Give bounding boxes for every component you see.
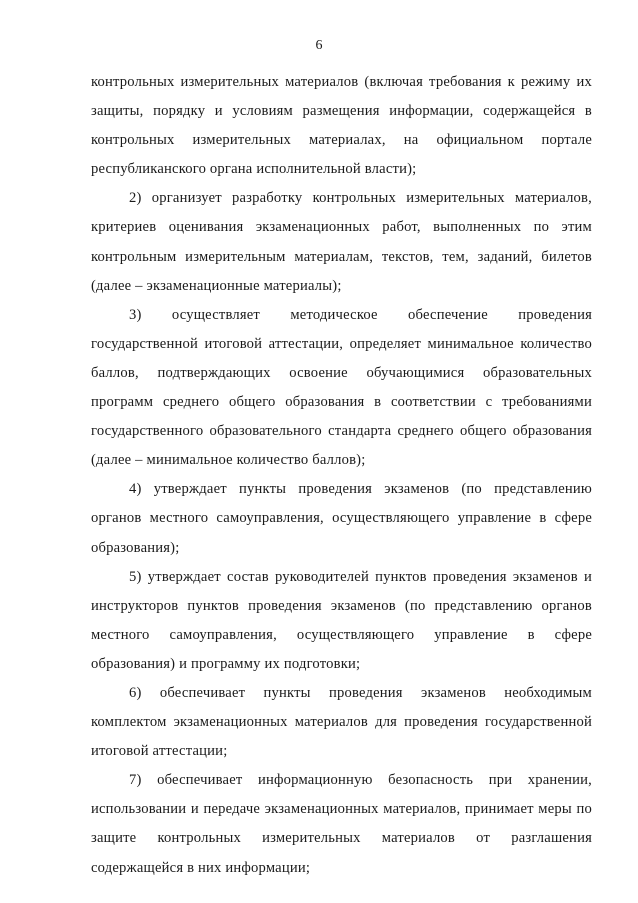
paragraph-continuation: контрольных измерительных материалов (включая требования к режиму их защиты, порядку и условиям размещения информации, содержащейся в контрольных измерительных материалах, на официальном портале республиканского органа исполнительной власти); bbox=[91, 74, 592, 178]
paragraph-item-3: 3) осуществляет методическое обеспечение проведения государственной итоговой аттестации, определяет минимальное количество баллов, подтверждающих освоение обучающимися образовательных программ среднего общего образования в соответствии с требованиями государственного образовательного стандарта среднего общего образования (далее – минимальное количество баллов); bbox=[91, 306, 592, 469]
document-body bbox=[91, 68, 592, 883]
paragraph-item-7: 7) обеспечивает информационную безопасность при хранении, использовании и передаче экзаменационных материалов, принимает меры по защите контрольных измерительных материалов от разглашения содержащейся в них информации; bbox=[91, 772, 592, 876]
paragraph-item-4: 4) утверждает пункты проведения экзаменов (по представлению органов местного самоуправления, осуществляющего управление в сфере образования); bbox=[91, 481, 592, 556]
paragraph-item-6: 6) обеспечивает пункты проведения экзаменов необходимым комплектом экзаменационных материалов для проведения государственной итоговой аттестации; bbox=[91, 684, 592, 760]
page-number: 6 bbox=[315, 38, 323, 53]
paragraph-item-2: 2) организует разработку контрольных измерительных материалов, критериев оценивания экзаменационных работ, выполненных по этим контрольным измерительным материалам, текстов, тем, заданий, билетов (далее – экзаменационные материалы); bbox=[91, 190, 592, 294]
paragraph-item-5: 5) утверждает состав руководителей пунктов проведения экзаменов и инструкторов пунктов проведения экзаменов (по представлению органов местного самоуправления, осуществляющего управление в сфере образования) и программу их подготовки; bbox=[91, 568, 592, 672]
